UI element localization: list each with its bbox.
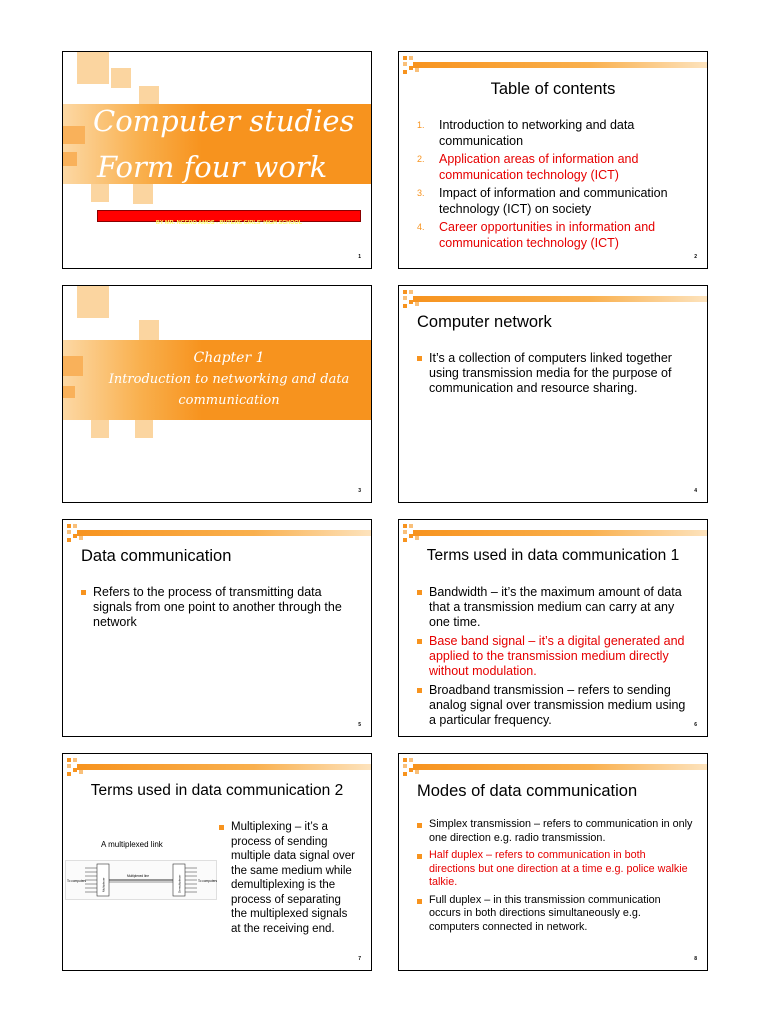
slide-1: [62, 51, 372, 269]
diagram-mux-label: Multiplexer: [101, 877, 106, 892]
decor-square: [77, 286, 109, 318]
slide-number: 5: [358, 722, 361, 728]
diagram-demux-label: Demultiplexer: [177, 874, 182, 893]
slide-number: 6: [694, 722, 697, 728]
slide-title: Modes of data communication: [417, 782, 638, 800]
decor-square: [133, 184, 153, 204]
diagram-left-label: To computers: [67, 879, 87, 883]
slide-number: 7: [358, 956, 361, 962]
diagram-right-label: To computers: [198, 879, 217, 883]
byline: BY MR. NGERO AMOS - BUTERE GIRLS' HIGH SCHOOL: [155, 220, 303, 226]
slide-number: 4: [694, 488, 697, 494]
bullet-list: [81, 585, 357, 634]
bullet-item: Half duplex – refers to communication in both directions but one direction at a time e.g. police walkie talkie.: [417, 849, 693, 890]
toc-list: [417, 117, 693, 253]
bullet-item: Simplex transmission – refers to communication in only one direction e.g. radio transmission.: [417, 818, 693, 845]
decor-square: [139, 320, 159, 340]
bullet-item: Broadband transmission – refers to sending analog signal over transmission medium using a particular frequency.: [417, 683, 693, 728]
slide-title-line1: Computer studies: [93, 104, 355, 138]
slide-number: 3: [358, 488, 361, 494]
byline-banner: [97, 210, 361, 226]
toc-item: 1. Introduction to networking and data communication: [417, 118, 635, 148]
bullet-list: [417, 585, 693, 732]
bullet-list: [417, 818, 693, 938]
multiplexed-link-diagram: [65, 860, 217, 900]
bullet-item: Base band signal – it’s a digital generated and applied to the transmission medium directly without modulation.: [417, 634, 693, 679]
slide-title: Computer network: [417, 313, 552, 331]
chapter-title-line2: communication: [178, 393, 280, 408]
slide-title: Data communication: [81, 547, 232, 565]
bullet-list: [219, 820, 357, 940]
slide-8: [398, 753, 708, 971]
diagram-line-label: Multiplexed line: [127, 874, 149, 878]
slide-title-line2: Form four work: [97, 150, 328, 184]
decor-square: [63, 152, 77, 166]
slide-4: [398, 285, 708, 503]
slide-title: Table of contents: [490, 80, 616, 98]
decor-square: [63, 126, 85, 144]
decor-square: [91, 184, 109, 202]
toc-item: 4. Career opportunities in information and communication technology (ICT): [417, 220, 656, 250]
decor-square: [77, 52, 109, 84]
bullet-item: Bandwidth – it’s the maximum amount of data that a transmission medium can carry at any one time.: [417, 585, 693, 630]
header-bar: [413, 764, 707, 770]
decor-square: [135, 420, 153, 438]
header-bar: [413, 530, 707, 536]
toc-item: 3. Impact of information and communication technology (ICT) on society: [417, 186, 668, 216]
slide-3: [62, 285, 372, 503]
diagram-caption: A multiplexed link: [101, 840, 163, 849]
slide-title: Terms used in data communication 2: [90, 782, 344, 799]
header-bar: [77, 764, 371, 770]
toc-item: 2. Application areas of information and communication technology (ICT): [417, 152, 639, 182]
slide-number: 1: [358, 254, 361, 260]
bullet-item: Refers to the process of transmitting data signals from one point to another through the network: [81, 585, 357, 630]
decor-square: [111, 68, 131, 88]
slide-2: [398, 51, 708, 269]
chapter-title-line1: Introduction to networking and data: [108, 372, 350, 387]
decor-square: [139, 86, 159, 106]
bullet-item: It’s a collection of computers linked together using transmission media for the purpose of communication and resource sharing.: [417, 351, 693, 396]
slide-5: [62, 519, 372, 737]
header-bar: [413, 62, 707, 68]
slide-number: 2: [694, 254, 697, 260]
slide-title: Terms used in data communication 1: [426, 547, 680, 564]
slide-6: [398, 519, 708, 737]
bullet-item: Multiplexing – it’s a process of sending multiple data signal over the same medium while demultiplexing is the process of separating the multiplexed signals at the receiving end.: [219, 820, 357, 936]
slide-number: 8: [694, 956, 697, 962]
header-bar: [77, 530, 371, 536]
bullet-list: [417, 351, 693, 400]
decor-square: [91, 420, 109, 438]
bullet-item: Full duplex – in this transmission communication occurs in both directions simultaneously e.g. computers connected in network.: [417, 894, 693, 935]
header-bar: [413, 296, 707, 302]
slide-7: [62, 753, 372, 971]
chapter-label: Chapter 1: [193, 350, 265, 366]
